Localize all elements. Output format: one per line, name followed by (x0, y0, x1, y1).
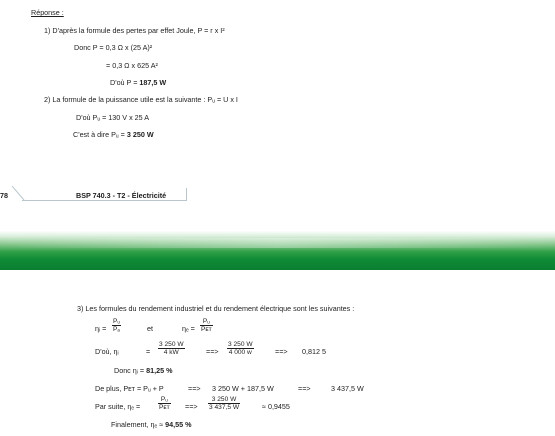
useful-power-prefix: C'est à dire Pᵤ = (73, 130, 127, 139)
book-title: BSP 740.3 - T2 - Électricité (76, 191, 167, 200)
footer-rule-end (186, 188, 187, 201)
question-3-line: 3) Les formules du rendement industriel et du rendement électrique sont les suivantes : (77, 304, 355, 313)
ratio-result: 0,812 5 (302, 347, 326, 356)
fraction-numerator: Pᵤ (158, 396, 171, 404)
question-2-line: 2) La formule de la puissance utile est la suivante : Pᵤ = U x I (44, 95, 238, 104)
arrow-4: ==> (298, 384, 311, 393)
joule-result-value: 187,5 W (139, 78, 167, 87)
industrial-efficiency-prefix: Donc ηᵢ = (114, 366, 147, 375)
joule-step-2: = 0,3 Ω x 625 A² (106, 61, 158, 70)
answer-heading: Réponse : (31, 8, 64, 17)
page-number: 78 (0, 191, 8, 200)
fraction-numerator: Pᵤ (113, 318, 120, 325)
arrow-1: ==> (206, 347, 219, 356)
fraction-numerator: 3 250 W (208, 396, 240, 404)
footer-rule (22, 200, 187, 201)
joule-step-1: Donc P = 0,3 Ω x (25 A)² (74, 43, 153, 52)
joule-result-prefix: D'où P = (110, 78, 140, 87)
pet-result: 3 437,5 W (331, 384, 364, 393)
fraction-denominator: 4 000 w (228, 349, 252, 356)
fraction-3250-4000 (227, 341, 254, 356)
footer-corner-line (12, 186, 26, 200)
green-band-highlight (0, 238, 555, 248)
arrow-3: ==> (188, 384, 201, 393)
fraction-pu-pa (112, 318, 121, 333)
eta-i-label: ηᵢ = (95, 324, 107, 333)
eta-e-formula-label: Par suite, ηₑ = (95, 402, 141, 411)
useful-power-step: D'où Pᵤ = 130 V x 25 A (76, 113, 150, 122)
useful-power-result (73, 130, 154, 139)
fraction-pu-pet-2 (158, 396, 171, 411)
fraction-pu-pet (200, 318, 213, 333)
fraction-denominator: Pₐ (113, 326, 120, 333)
fraction-denominator: 4 kW (163, 349, 179, 356)
pet-formula: De plus, Pᴇᴛ = Pᵤ + P (95, 384, 164, 393)
electrical-efficiency-result (111, 420, 192, 429)
arrow-2: ==> (275, 347, 288, 356)
fraction-numerator: Pᵤ (200, 318, 213, 326)
useful-power-value: 3 250 W (126, 130, 154, 139)
fraction-denominator: Pᴇᴛ (201, 326, 212, 333)
fraction-numerator: 3 250 W (228, 341, 253, 348)
fraction-3250-3437 (208, 396, 240, 411)
pet-sum: 3 250 W + 187,5 W (212, 384, 274, 393)
equals-sign: = (146, 347, 151, 356)
and-word: et (147, 324, 153, 333)
eta-e-label: ηₑ = (182, 324, 195, 333)
eta-e-approx: ≈ 0,9455 (262, 402, 290, 411)
donc-eta-i-label: D'où, ηᵢ (95, 347, 119, 356)
electrical-efficiency-prefix: Finalement, ηₑ ≈ (111, 420, 166, 429)
joule-result (110, 78, 166, 87)
industrial-efficiency-result (114, 366, 172, 375)
arrow-5: ==> (185, 402, 198, 411)
question-1-line: 1) D'après la formule des pertes par effet Joule, P = r x I² (44, 26, 225, 35)
fraction-denominator: Pᴇᴛ (159, 404, 170, 411)
industrial-efficiency-value: 81,25 % (146, 366, 173, 375)
fraction-numerator: 3 250 W (159, 341, 184, 348)
fraction-denominator: 3 437,5 W (209, 404, 240, 411)
fraction-3250-4kw (158, 341, 185, 356)
electrical-efficiency-value: 94,55 % (165, 420, 192, 429)
